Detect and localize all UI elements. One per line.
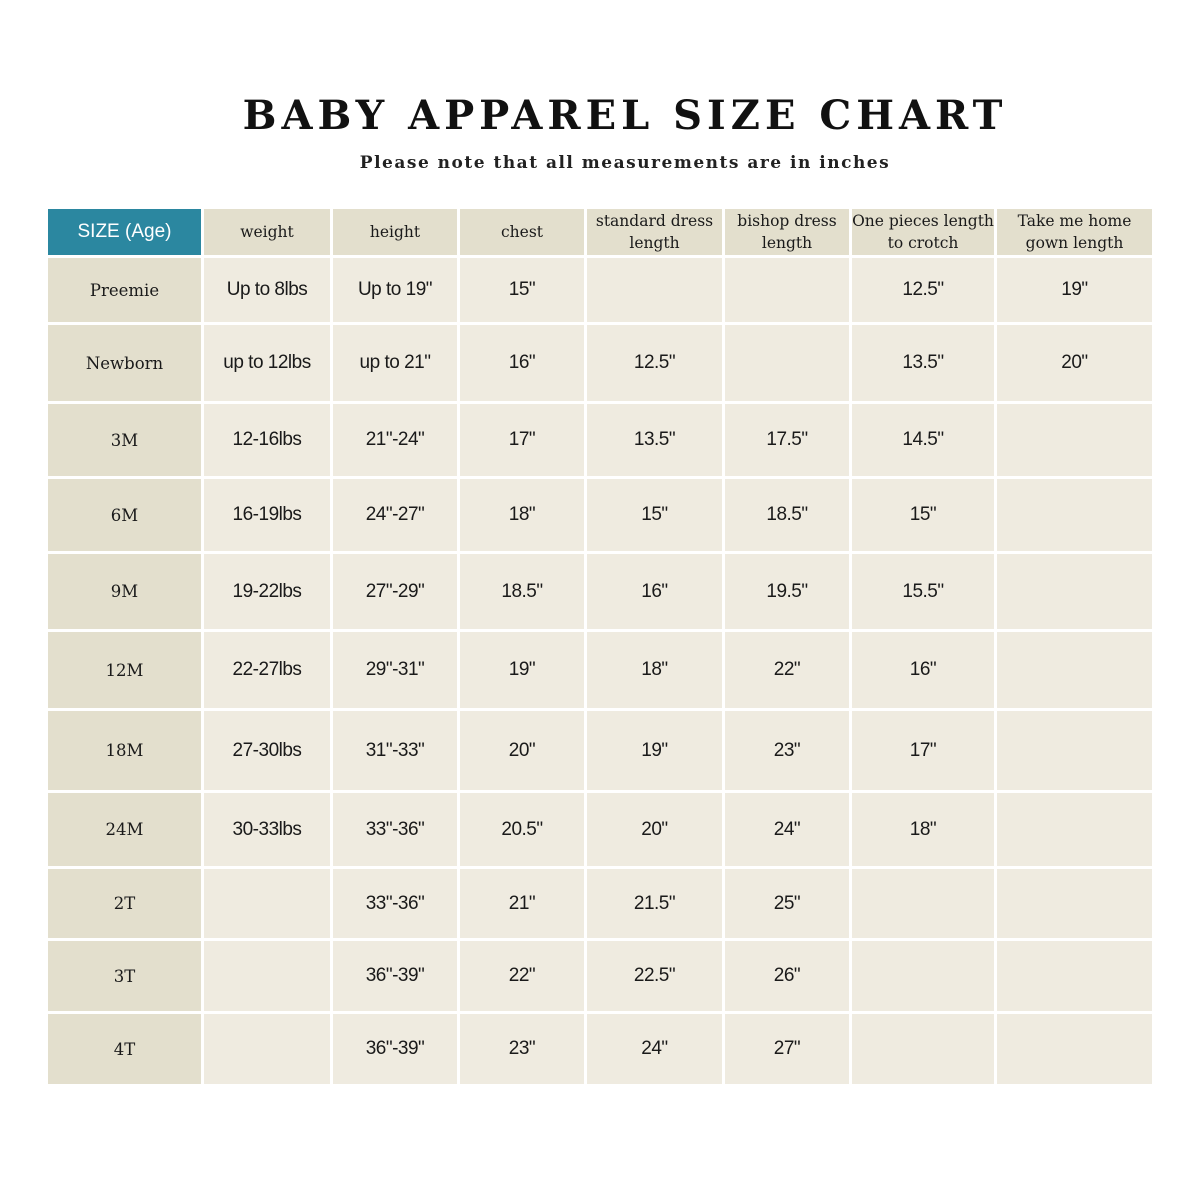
cell-standard-dress-length: 20" [587, 793, 722, 866]
cell-chest: 17" [460, 404, 584, 476]
cell-gown-length [997, 479, 1152, 551]
cell-one-pieces-length: 15" [852, 479, 994, 551]
cell-gown-length [997, 941, 1152, 1011]
cell-chest: 20" [460, 711, 584, 790]
cell-height: 21"-24" [333, 404, 457, 476]
cell-weight: 16-19lbs [204, 479, 330, 551]
cell-standard-dress-length [587, 258, 722, 322]
cell-height: 33"-36" [333, 793, 457, 866]
cell-one-pieces-length [852, 869, 994, 938]
column-header-bishop-dress-length: bishop dress length [725, 209, 849, 255]
cell-height: 27"-29" [333, 554, 457, 629]
cell-height: 24"-27" [333, 479, 457, 551]
cell-gown-length [997, 869, 1152, 938]
cell-weight: up to 12lbs [204, 325, 330, 401]
cell-height: 36"-39" [333, 1014, 457, 1084]
table-row [48, 258, 1152, 322]
cell-size: Preemie [48, 258, 201, 322]
cell-bishop-dress-length: 18.5" [725, 479, 849, 551]
cell-bishop-dress-length: 25" [725, 869, 849, 938]
cell-weight: 27-30lbs [204, 711, 330, 790]
column-header-standard-dress-length: standard dress length [587, 209, 722, 255]
cell-weight [204, 869, 330, 938]
size-chart-table [45, 206, 1155, 1087]
cell-gown-length [997, 1014, 1152, 1084]
cell-bishop-dress-length: 19.5" [725, 554, 849, 629]
cell-bishop-dress-length [725, 258, 849, 322]
cell-standard-dress-length: 12.5" [587, 325, 722, 401]
cell-one-pieces-length: 16" [852, 632, 994, 708]
cell-gown-length [997, 404, 1152, 476]
column-header-chest: chest [460, 209, 584, 255]
cell-height: 31"-33" [333, 711, 457, 790]
table-row [48, 632, 1152, 708]
cell-chest: 16" [460, 325, 584, 401]
cell-standard-dress-length: 21.5" [587, 869, 722, 938]
table-row [48, 404, 1152, 476]
cell-standard-dress-length: 16" [587, 554, 722, 629]
cell-standard-dress-length: 18" [587, 632, 722, 708]
table-body [48, 258, 1152, 1084]
cell-size: 9M [48, 554, 201, 629]
cell-height: 33"-36" [333, 869, 457, 938]
cell-standard-dress-length: 19" [587, 711, 722, 790]
cell-one-pieces-length: 15.5" [852, 554, 994, 629]
table-row [48, 325, 1152, 401]
cell-size: 3M [48, 404, 201, 476]
column-header-one-pieces-length: One pieces length to crotch [852, 209, 994, 255]
table-row [48, 554, 1152, 629]
cell-size: 4T [48, 1014, 201, 1084]
cell-chest: 19" [460, 632, 584, 708]
column-header-weight: weight [204, 209, 330, 255]
cell-one-pieces-length: 17" [852, 711, 994, 790]
cell-chest: 20.5" [460, 793, 584, 866]
column-header-height: height [333, 209, 457, 255]
table-row [48, 479, 1152, 551]
cell-height: up to 21" [333, 325, 457, 401]
column-header-gown-length: Take me home gown length [997, 209, 1152, 255]
cell-size: 18M [48, 711, 201, 790]
cell-bishop-dress-length [725, 325, 849, 401]
cell-chest: 21" [460, 869, 584, 938]
cell-gown-length [997, 793, 1152, 866]
cell-size: 24M [48, 793, 201, 866]
cell-height: 36"-39" [333, 941, 457, 1011]
cell-bishop-dress-length: 24" [725, 793, 849, 866]
cell-gown-length [997, 632, 1152, 708]
cell-standard-dress-length: 13.5" [587, 404, 722, 476]
cell-gown-length: 20" [997, 325, 1152, 401]
cell-weight: 30-33lbs [204, 793, 330, 866]
cell-size: 3T [48, 941, 201, 1011]
cell-gown-length [997, 711, 1152, 790]
cell-size: Newborn [48, 325, 201, 401]
cell-chest: 15" [460, 258, 584, 322]
cell-weight: 12-16lbs [204, 404, 330, 476]
cell-chest: 18" [460, 479, 584, 551]
cell-weight: 19-22lbs [204, 554, 330, 629]
cell-chest: 23" [460, 1014, 584, 1084]
cell-height: 29"-31" [333, 632, 457, 708]
cell-size: 6M [48, 479, 201, 551]
cell-standard-dress-length: 15" [587, 479, 722, 551]
cell-bishop-dress-length: 26" [725, 941, 849, 1011]
cell-one-pieces-length: 14.5" [852, 404, 994, 476]
header-row [48, 209, 1152, 255]
cell-chest: 18.5" [460, 554, 584, 629]
table-row [48, 869, 1152, 938]
cell-one-pieces-length: 13.5" [852, 325, 994, 401]
cell-weight: Up to 8lbs [204, 258, 330, 322]
cell-height: Up to 19" [333, 258, 457, 322]
cell-gown-length [997, 554, 1152, 629]
page-subtitle: Please note that all measurements are in inches [359, 153, 891, 173]
cell-standard-dress-length: 24" [587, 1014, 722, 1084]
cell-one-pieces-length: 12.5" [852, 258, 994, 322]
table-row [48, 1014, 1152, 1084]
cell-one-pieces-length: 18" [852, 793, 994, 866]
table-row [48, 941, 1152, 1011]
cell-gown-length: 19" [997, 258, 1152, 322]
cell-weight [204, 1014, 330, 1084]
column-header-size: SIZE (Age) [48, 209, 201, 255]
cell-one-pieces-length [852, 941, 994, 1011]
cell-bishop-dress-length: 23" [725, 711, 849, 790]
cell-size: 12M [48, 632, 201, 708]
cell-weight: 22-27lbs [204, 632, 330, 708]
table-row [48, 711, 1152, 790]
cell-standard-dress-length: 22.5" [587, 941, 722, 1011]
table-row [48, 793, 1152, 866]
cell-one-pieces-length [852, 1014, 994, 1084]
cell-weight [204, 941, 330, 1011]
page-title: BABY APPAREL SIZE CHART [242, 92, 1008, 139]
cell-bishop-dress-length: 22" [725, 632, 849, 708]
cell-bishop-dress-length: 27" [725, 1014, 849, 1084]
cell-chest: 22" [460, 941, 584, 1011]
cell-bishop-dress-length: 17.5" [725, 404, 849, 476]
cell-size: 2T [48, 869, 201, 938]
